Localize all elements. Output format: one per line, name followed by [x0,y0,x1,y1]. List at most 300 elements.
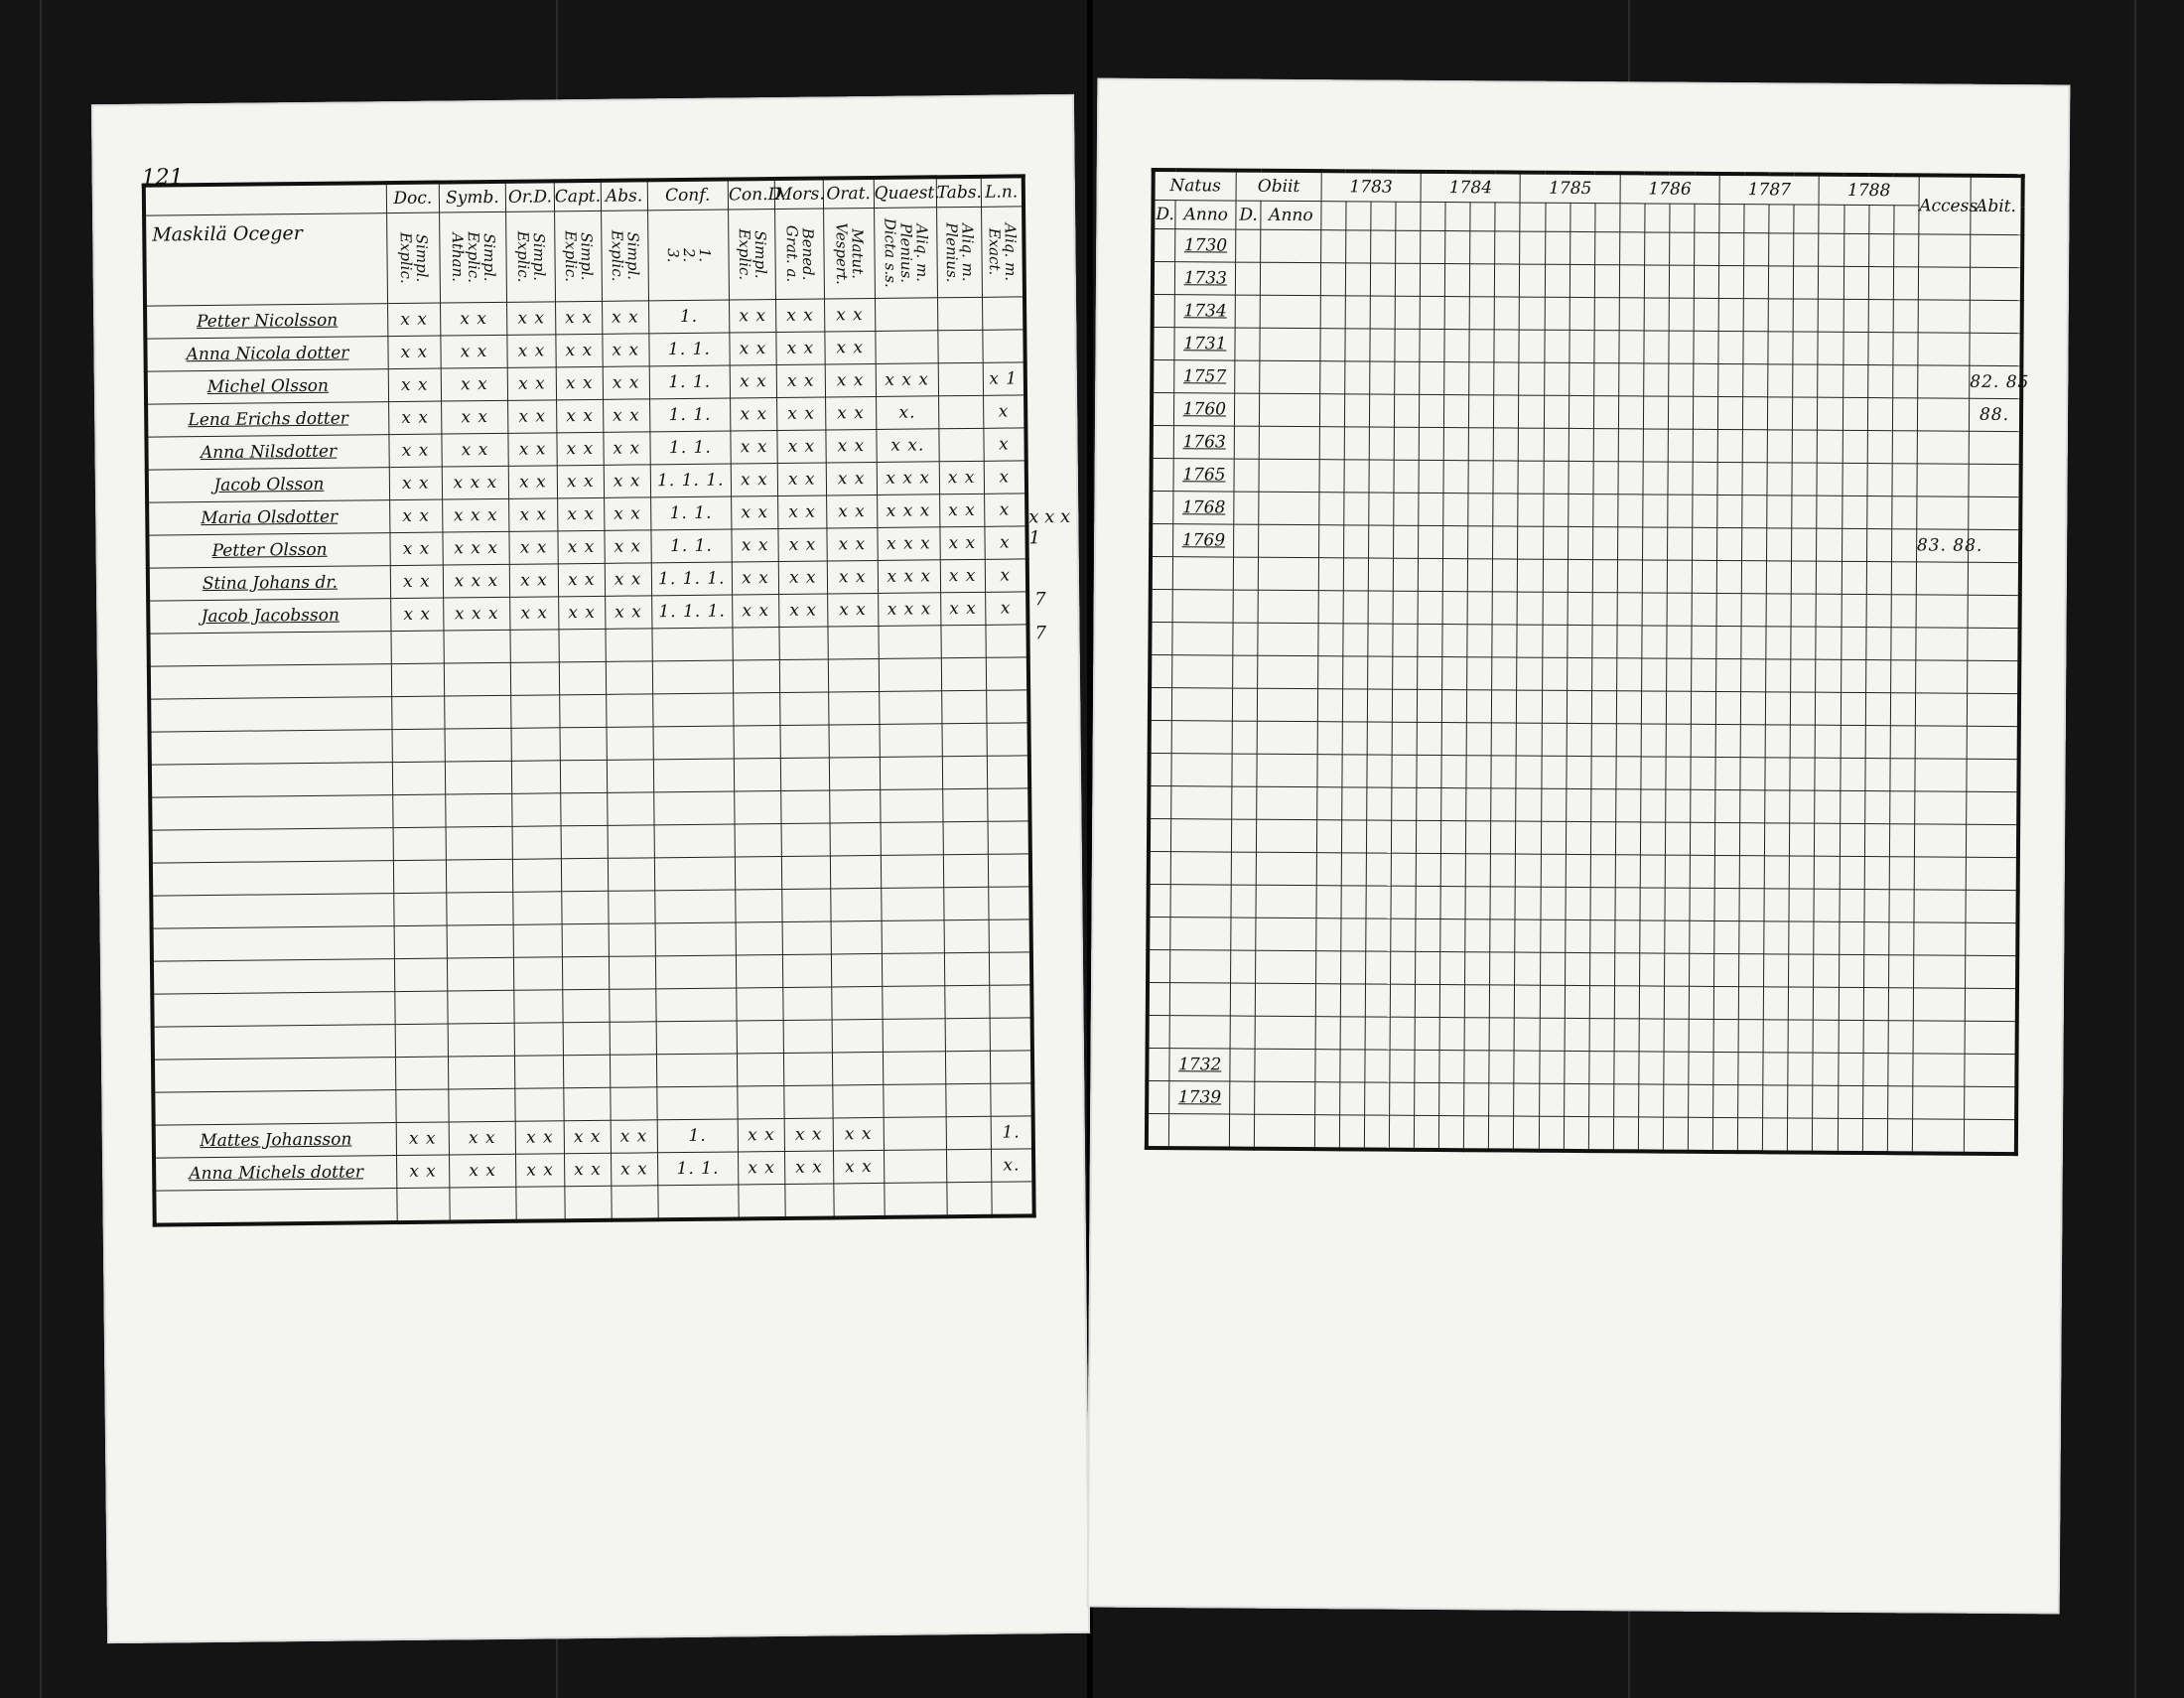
mark-cell [563,1055,610,1087]
abiit-cell [1965,1086,2017,1119]
mark-cell [834,1183,885,1217]
mark-cell [784,1085,833,1119]
mark-cell [444,630,511,663]
year-mark-cell [1817,561,1842,594]
year-mark-cell [1841,659,1865,692]
year-mark-cell [1793,332,1818,364]
mark-cell [391,631,444,664]
mark-cell [941,657,986,690]
year-mark-cell [1588,1084,1613,1117]
natus-day [1147,1113,1169,1148]
natus-day [1149,785,1171,818]
abiit-cell [1966,857,2018,890]
year-mark-cell [1868,267,1893,300]
year-mark-cell [1864,857,1889,890]
mark-cell: x x [516,1154,565,1188]
mark-cell [738,1085,784,1118]
person-name [153,1058,396,1093]
mark-cell [559,629,606,661]
year-mark-cell [1541,788,1566,821]
column-header: Mors. [774,179,823,210]
column-header [144,183,387,215]
year-mark-cell [1814,954,1839,987]
year-mark-cell [1568,526,1592,559]
obiit-year [1256,918,1316,950]
year-mark-cell [1766,627,1791,659]
year-mark-cell [1491,723,1516,756]
column-subheader [647,210,729,301]
year-mark-cell [1489,1083,1514,1116]
mark-cell: x x [611,1153,657,1186]
mark-cell [735,856,781,889]
year-mark-cell [1818,364,1843,397]
year-mark-cell [1340,984,1365,1017]
mark-cell [829,789,880,823]
year-mark-cell [1593,396,1618,429]
mark-cell [513,892,562,925]
mark-cell: x 1 [983,362,1025,395]
year-mark-cell [1789,889,1814,921]
person-name [150,795,393,831]
abiit-cell [1970,300,2022,333]
year-mark-cell [1692,593,1716,626]
year-mark-cell [1865,660,1890,693]
year-mark-cell [1493,461,1518,494]
year-mark-cell [1688,1117,1712,1152]
year-mark-cell [1741,594,1766,627]
year-mark-cell [1370,329,1395,361]
natus-year [1170,885,1231,918]
year-mark-cell [1320,263,1345,296]
year-mark-cell [1589,986,1614,1019]
year-mark-cell [1469,362,1494,395]
year-mark-cell [1394,525,1419,558]
year-mark-cell [1416,919,1440,951]
natus-day [1152,392,1174,425]
obiit-day [1230,983,1255,1016]
year-mark-cell [1518,592,1543,625]
subheader-label: Athan. [448,232,468,283]
year-mark-cell [1670,232,1695,265]
year-mark-cell [1394,394,1419,427]
obiit-year [1260,360,1320,393]
year-mark-cell [1763,1020,1788,1053]
year-mark-cell [1345,361,1370,394]
year-mark-cell [1567,657,1591,690]
mark-cell [990,1083,1032,1116]
mark-cell: x x [776,332,825,365]
year-mark-cell [1416,886,1440,919]
year-mark-cell [1514,1051,1539,1083]
year-mark-cell [1569,428,1593,461]
year-mark-cell [1419,460,1443,493]
mark-cell: x x [827,593,878,627]
year-mark-cell [1819,299,1843,332]
mark-cell [829,757,880,790]
year-mark-cell [1613,1117,1638,1152]
year-mark-cell [1320,329,1345,361]
person-name: Anna Nilsdotter [146,435,389,471]
mark-cell [781,790,830,824]
subheader-group [506,212,555,301]
year-mark-cell [1515,920,1540,952]
year-mark-cell [1718,363,1743,396]
mark-cell [783,1020,832,1054]
mark-cell: x x [559,596,606,629]
year-mark-cell [1439,1083,1464,1116]
abiit-cell [1965,988,2017,1021]
mark-cell: x x [939,494,984,526]
mark-cell: x x [441,400,508,434]
year-mark-cell [1342,656,1367,689]
year-mark-cell [1343,591,1368,624]
year-mark-cell [1689,986,1713,1019]
person-name [154,1189,397,1225]
mark-cell [879,626,941,659]
year-mark-cell [1516,854,1541,887]
obiit-year [1258,688,1318,721]
year-mark-cell [1615,888,1640,920]
mark-cell [656,1086,738,1120]
year-mark-cell [1416,853,1440,886]
mark-cell: x x [605,530,651,563]
obiit-day [1232,786,1257,819]
mark-cell [829,724,880,758]
year-mark-cell [1491,821,1516,854]
year-mark-cell [1642,626,1667,658]
year-mark-cell [1613,1084,1638,1117]
year-mark-cell [1862,1119,1887,1154]
year-mark-cell [1790,758,1815,790]
year-mark-cell [1590,789,1615,822]
mark-cell: x x x [443,564,510,598]
mark-cell [881,855,943,889]
year-mark-cell [1316,820,1341,853]
accessit-cell [1914,922,1966,955]
year-mark-cell [1641,691,1666,724]
abiit-cell [1967,759,2019,791]
abiit-cell [1968,562,2020,595]
subheader-group [824,209,875,299]
year-mark-cell [1593,363,1618,396]
mark-cell [989,920,1031,952]
year-mark-cell [1315,951,1340,984]
obiit-year [1255,1016,1315,1049]
mark-cell [512,826,561,860]
year-mark-cell [1791,692,1816,725]
year-mark-cell [1641,658,1666,691]
year-mark-cell [1717,527,1742,560]
mark-cell [828,626,879,659]
mark-cell [782,954,831,988]
year-mark-cell [1639,953,1664,986]
year-mark-cell [1690,920,1714,953]
year-mark-cell [1839,1020,1863,1053]
year-mark-cell [1591,658,1616,691]
mark-cell: x x [940,526,985,559]
year-mark-cell [1494,395,1519,428]
year-mark-cell [1593,429,1618,462]
natus-day [1151,523,1173,556]
natus-day [1151,589,1173,622]
year-mark-cell [1718,265,1743,298]
mark-cell [946,1149,991,1182]
mark-cell [607,727,653,760]
natus-day [1148,917,1170,949]
year-mark-cell [1443,526,1468,559]
year-mark-cell [1639,1052,1664,1084]
year-mark-cell [1617,593,1642,626]
mark-cell [446,793,513,827]
year-mark-cell [1818,332,1843,364]
mark-cell: x x [730,365,776,398]
obiit-day [1233,623,1258,655]
year-mark-cell [1345,329,1370,361]
accessit-cell [1915,660,1967,693]
year-mark-cell [1514,1083,1539,1116]
year-mark-cell [1815,856,1840,889]
year-mark-cell [1469,297,1494,330]
obiit-year [1258,557,1318,590]
natus-day [1150,622,1172,654]
year-mark-cell [1616,691,1641,724]
obiit-day [1232,754,1257,786]
person-name: Mattes Johansson [154,1123,397,1159]
year-mark-cell [1389,1115,1414,1150]
mark-cell: x x [441,335,508,368]
natus-day [1151,491,1173,523]
person-name: Petter Olsson [147,533,390,569]
obiit-day [1229,1114,1254,1149]
mark-cell [561,825,608,858]
year-mark-cell [1689,1084,1713,1117]
year-mark-cell [1518,526,1543,559]
mark-cell [735,823,781,856]
year-mark-cell [1464,1018,1489,1051]
year-mark-cell [1615,920,1640,953]
abiit-cell [1967,791,2019,824]
mark-cell [830,822,881,856]
year-mark-cell [1544,330,1569,362]
year-mark-cell [1570,330,1594,362]
year-mark-cell [1568,592,1592,625]
year-mark-cell [1788,1053,1813,1085]
year-mark-cell [1440,920,1465,952]
year-mark-cell [1564,1051,1588,1083]
mark-cell [447,924,514,958]
year-mark-cell [1738,1020,1763,1053]
year-mark-cell [1665,855,1690,888]
mark-cell [832,1019,883,1053]
year-mark-cell [1641,724,1666,757]
mark-cell [780,758,829,791]
year-mark-cell [1392,755,1417,787]
natus-day [1147,1048,1169,1080]
subheader-label: 1. [695,247,714,263]
obiit-year [1259,524,1319,557]
mark-cell [394,925,447,959]
year-mark-cell [1868,300,1893,333]
year-subcolumn [1695,204,1719,232]
natus-day [1152,359,1174,392]
mark-cell [938,395,983,428]
year-mark-cell [1592,527,1617,560]
year-mark-cell [1695,232,1719,265]
mark-cell [783,1053,832,1086]
year-mark-cell [1788,1020,1813,1053]
year-mark-cell [1738,1085,1763,1118]
year-mark-cell [1617,560,1642,593]
year-mark-cell [1568,494,1592,526]
year-mark-cell [1420,394,1444,427]
abiit-cell: 82. 85 [1970,365,2022,398]
mark-cell [876,331,938,364]
natus-year [1171,754,1232,786]
year-mark-cell [1591,724,1616,757]
natus-day [1150,687,1172,720]
year-mark-cell [1520,297,1545,330]
year-mark-cell [1417,755,1441,787]
year-mark-cell [1792,495,1817,528]
mark-cell: x x [390,565,443,599]
mark-cell [656,1054,738,1087]
mark-cell [606,629,652,661]
year-mark-cell [1417,820,1441,853]
year-mark-cell [1565,1018,1589,1051]
year-mark-cell [1891,562,1916,595]
margin-note: 7 [1034,589,1046,611]
year-mark-cell [1343,558,1368,591]
mark-cell: x [984,461,1026,494]
year-mark-cell [1417,722,1441,755]
year-mark-cell [1667,658,1692,691]
year-mark-cell [1393,591,1418,624]
year-mark-cell [1614,986,1639,1019]
year-mark-cell [1618,495,1643,527]
mark-cell: x x [940,592,985,625]
year-mark-cell [1317,755,1342,787]
abiit-cell [1969,431,2021,464]
year-mark-cell [1893,234,1918,267]
year-mark-cell [1465,952,1490,985]
natus-year [1173,590,1234,623]
obiit-year [1257,721,1317,754]
year-subcolumn [1645,204,1670,232]
year-mark-cell [1517,625,1542,657]
year-mark-cell [1566,887,1590,920]
year-mark-cell [1592,495,1617,527]
year-mark-cell [1818,430,1843,463]
year-mark-cell [1445,264,1470,297]
year-subcolumn [1620,204,1645,232]
year-mark-cell [1690,855,1714,888]
year-mark-cell [1569,362,1593,395]
year-mark-cell [1570,231,1594,264]
column-subheader [729,210,776,300]
year-mark-cell [1887,1054,1912,1086]
mark-cell: x x [509,564,558,598]
mark-cell: x x [396,1122,449,1156]
year-mark-cell [1495,264,1520,297]
year-mark-cell [1320,230,1345,263]
mark-cell [655,922,737,956]
mark-cell [781,856,830,890]
year-subcolumn [1769,205,1794,233]
year-mark-cell [1366,820,1391,853]
year-mark-cell [1366,886,1391,919]
mark-cell: x x [827,560,878,594]
year-mark-cell [1841,692,1865,725]
mark-cell: x x [515,1121,564,1155]
mark-cell: x. [991,1149,1033,1182]
year-mark-cell [1842,495,1866,528]
year-mark-cell [1440,952,1465,985]
year-mark-cell [1741,659,1766,692]
year-mark-cell [1468,494,1493,526]
year-mark-cell [1789,954,1814,987]
year-mark-cell [1490,952,1515,985]
year-mark-cell [1390,984,1415,1017]
mark-cell [945,1018,990,1051]
year-mark-cell [1765,823,1790,856]
mark-cell: x x [388,401,441,435]
person-name: Jacob Jacobsson [148,599,391,635]
mark-cell [738,1053,784,1085]
year-mark-cell [1791,659,1816,692]
year-mark-cell [1790,856,1815,889]
mark-cell [882,953,944,987]
year-mark-cell [1615,789,1640,822]
mark-cell: x x [784,1151,833,1185]
obiit-year [1259,459,1319,492]
mark-cell [942,756,987,788]
year-mark-cell [1893,300,1918,333]
year-mark-cell [1716,626,1741,658]
year-mark-cell [1340,1017,1365,1050]
year-mark-cell [1365,1082,1390,1115]
year-mark-cell [1838,1085,1862,1118]
mark-cell [511,695,560,729]
year-mark-cell [1668,396,1693,429]
year-mark-cell [1342,755,1367,787]
year-mark-cell [1314,1082,1339,1115]
year-mark-cell [1640,855,1665,888]
natus-day [1151,556,1173,589]
year-mark-cell [1740,758,1765,790]
year-mark-cell [1369,493,1394,525]
year-mark-cell [1789,921,1814,954]
year-mark-cell [1788,1118,1813,1153]
accessit-cell [1914,857,1966,890]
year-mark-cell [1367,755,1392,787]
year-mark-cell [1716,593,1741,626]
year-mark-cell [1866,529,1891,562]
mark-cell [655,955,737,989]
year-mark-cell [1840,823,1864,856]
mark-cell: x x [826,495,877,528]
year-mark-cell [1666,789,1691,822]
mark-cell [516,1187,565,1221]
year-mark-cell [1493,494,1518,526]
year-mark-cell [1464,1116,1489,1151]
year-mark-cell [1465,920,1490,952]
year-mark-cell [1615,822,1640,855]
year-mark-cell [1843,364,1867,397]
year-mark-cell [1694,331,1718,363]
year-mark-cell [1638,1117,1663,1152]
year-mark-cell [1817,463,1842,495]
mark-cell [513,924,562,958]
